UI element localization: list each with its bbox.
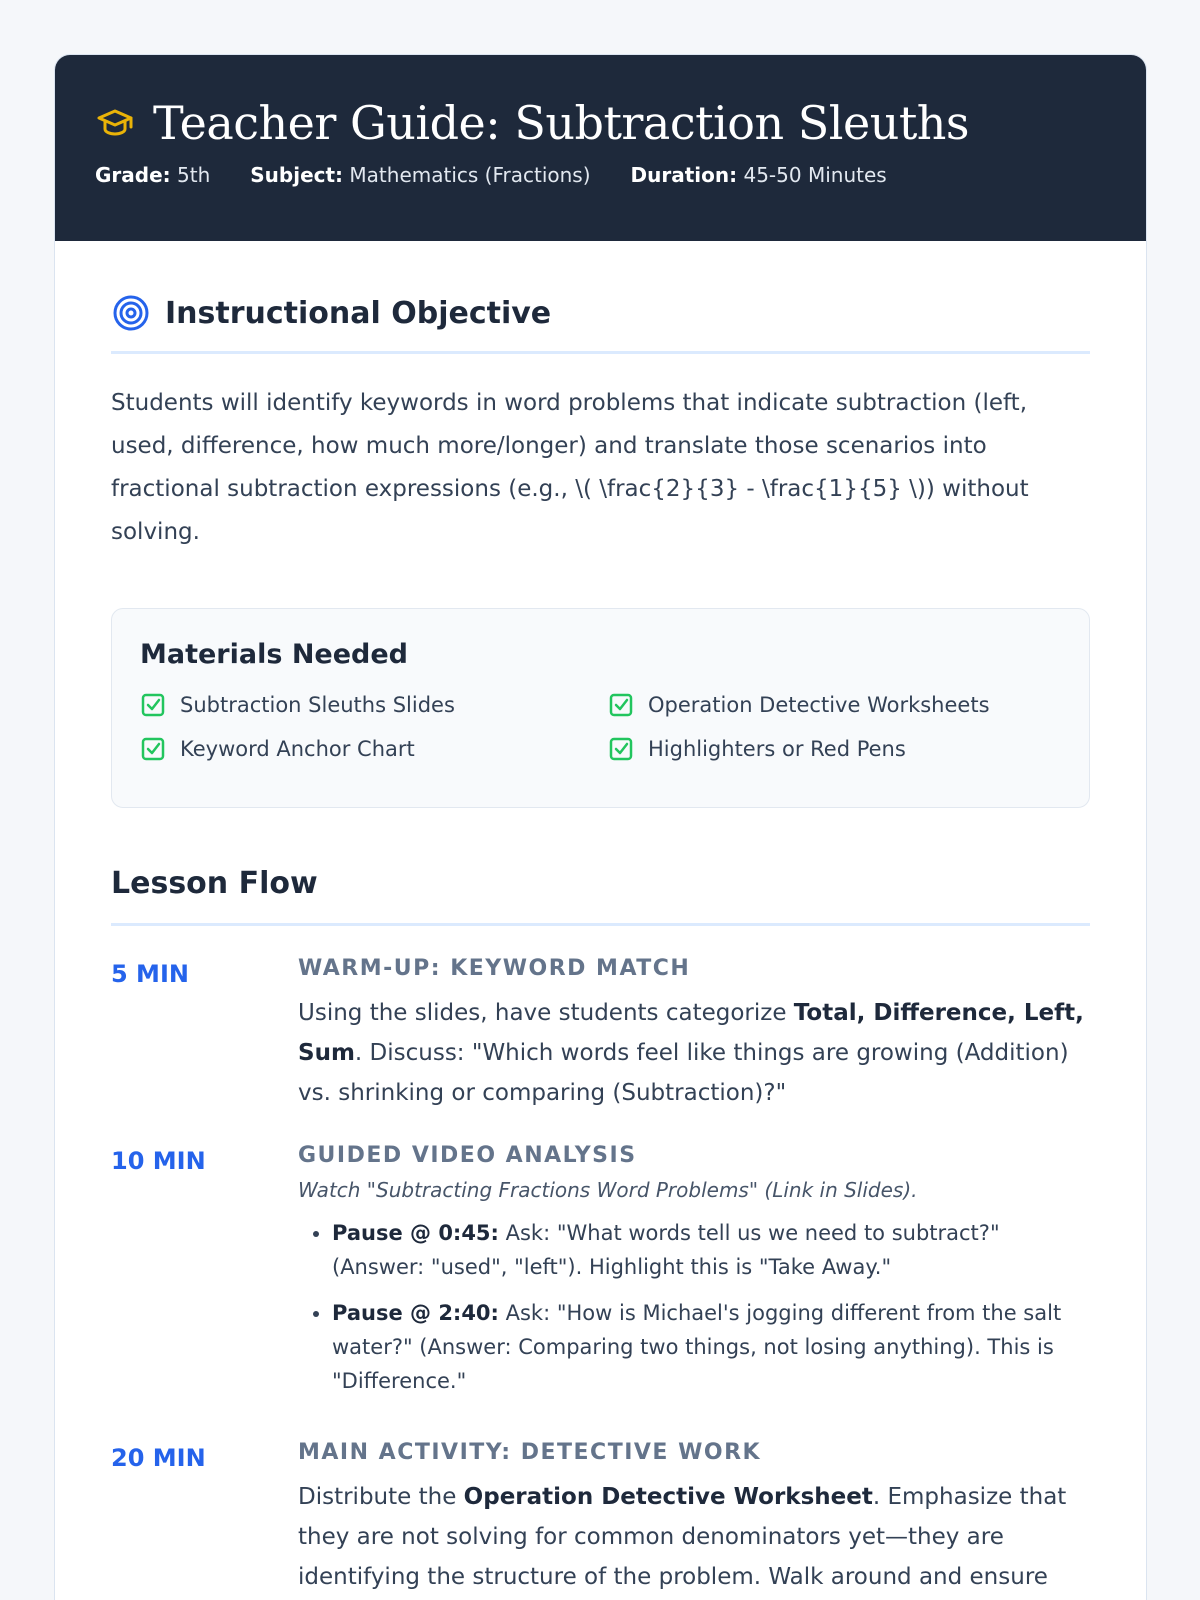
material-item — [608, 736, 1028, 762]
check-square-icon — [140, 692, 166, 718]
objective-heading — [111, 293, 1090, 354]
target-icon — [111, 293, 151, 333]
page-header — [55, 55, 1146, 241]
flow-text-bold: Operation Detective Worksheet — [463, 1484, 873, 1510]
materials-box — [111, 608, 1090, 808]
check-square-icon — [608, 692, 634, 718]
flow-step-time: 20 MIN — [111, 1444, 206, 1472]
material-item — [140, 736, 608, 762]
meta-subject — [250, 163, 590, 187]
lesson-flow-title: Lesson Flow — [111, 866, 318, 901]
meta-grade-value: 5th — [177, 163, 211, 187]
flow-text-part: Using the slides, have students categorize — [298, 1000, 794, 1026]
bullet-text: Ask: "What words tell us we need to subtract?" (Answer: "used", "left"). Highlight this is "Take Away." — [332, 1221, 1000, 1279]
flow-step-time: 10 MIN — [111, 1147, 206, 1175]
flow-step-label: MAIN ACTIVITY: DETECTIVE WORK — [298, 1440, 762, 1465]
flow-text-bold: Total, Difference, Left, Sum — [298, 1000, 1084, 1066]
meta-row — [95, 163, 1106, 187]
meta-grade-label: Grade: — [95, 163, 171, 187]
flow-step-content — [298, 956, 1090, 1113]
material-label: Keyword Anchor Chart — [180, 737, 415, 761]
flow-step-content — [298, 1440, 1090, 1597]
meta-duration-label: Duration: — [630, 163, 738, 187]
flow-step — [111, 956, 1090, 1113]
flow-step-label: GUIDED VIDEO ANALYSIS — [298, 1143, 637, 1168]
material-label: Operation Detective Worksheets — [648, 693, 990, 717]
flow-step-time: 5 MIN — [111, 960, 189, 988]
meta-subject-value: Mathematics (Fractions) — [349, 163, 591, 187]
bullet-bold: Pause @ 2:40: — [332, 1301, 499, 1325]
flow-step-text — [298, 993, 1090, 1113]
flow-step-content — [298, 1143, 1090, 1410]
objective-title: Instructional Objective — [165, 295, 552, 331]
check-square-icon — [608, 736, 634, 762]
flow-step — [111, 1143, 1090, 1410]
list-item — [332, 1216, 1090, 1284]
check-square-icon — [140, 736, 166, 762]
flow-step-label: WARM-UP: KEYWORD MATCH — [298, 956, 691, 981]
graduation-cap-icon — [95, 103, 135, 143]
meta-duration-value: 45-50 Minutes — [743, 163, 887, 187]
flow-step-note: Watch "Subtracting Fractions Word Problems" (Link in Slides). — [298, 1178, 918, 1202]
material-item — [140, 692, 608, 718]
material-label: Highlighters or Red Pens — [648, 737, 906, 761]
bullet-bold: Pause @ 0:45: — [332, 1221, 499, 1245]
objective-text: Students will identify keywords in word problems that indicate subtraction (left, used, difference, how much more/longer) and translate those scenarios into fractional subtraction expressions (e.g., \( \frac{2}{3} - \frac{1}{5} \)) without solving. — [111, 390, 1029, 545]
page-title: Teacher Guide: Subtraction Sleuths — [153, 96, 970, 150]
material-label: Subtraction Sleuths Slides — [180, 693, 455, 717]
flow-text-part: . Discuss: "Which words feel like things are growing (Addition) vs. shrinking or comparing (Subtraction)?" — [298, 1040, 1069, 1106]
meta-subject-label: Subject: — [250, 163, 344, 187]
flow-step-bullets — [298, 1216, 1090, 1398]
lesson-flow-heading — [111, 866, 1090, 926]
bullet-text: Ask: "How is Michael's jogging different from the salt water?" (Answer: Comparing two things, not losing anything). This is "Difference." — [332, 1301, 1062, 1393]
materials-list — [140, 692, 1061, 762]
list-item — [332, 1296, 1090, 1398]
guide-body — [55, 293, 1146, 1597]
flow-text-part: . Emphasize that they are not solving for common denominators yet—they are identifying the structure of the problem. Walk around and ensure — [298, 1484, 1067, 1590]
flow-step — [111, 1440, 1090, 1597]
flow-text-part: Distribute the — [298, 1484, 464, 1510]
flow-step-text — [298, 1477, 1090, 1597]
title-row — [95, 95, 1106, 151]
meta-duration — [631, 163, 887, 187]
guide-card — [54, 54, 1147, 1600]
material-item — [608, 692, 1028, 718]
materials-title: Materials Needed — [140, 639, 409, 670]
meta-grade — [95, 163, 210, 187]
